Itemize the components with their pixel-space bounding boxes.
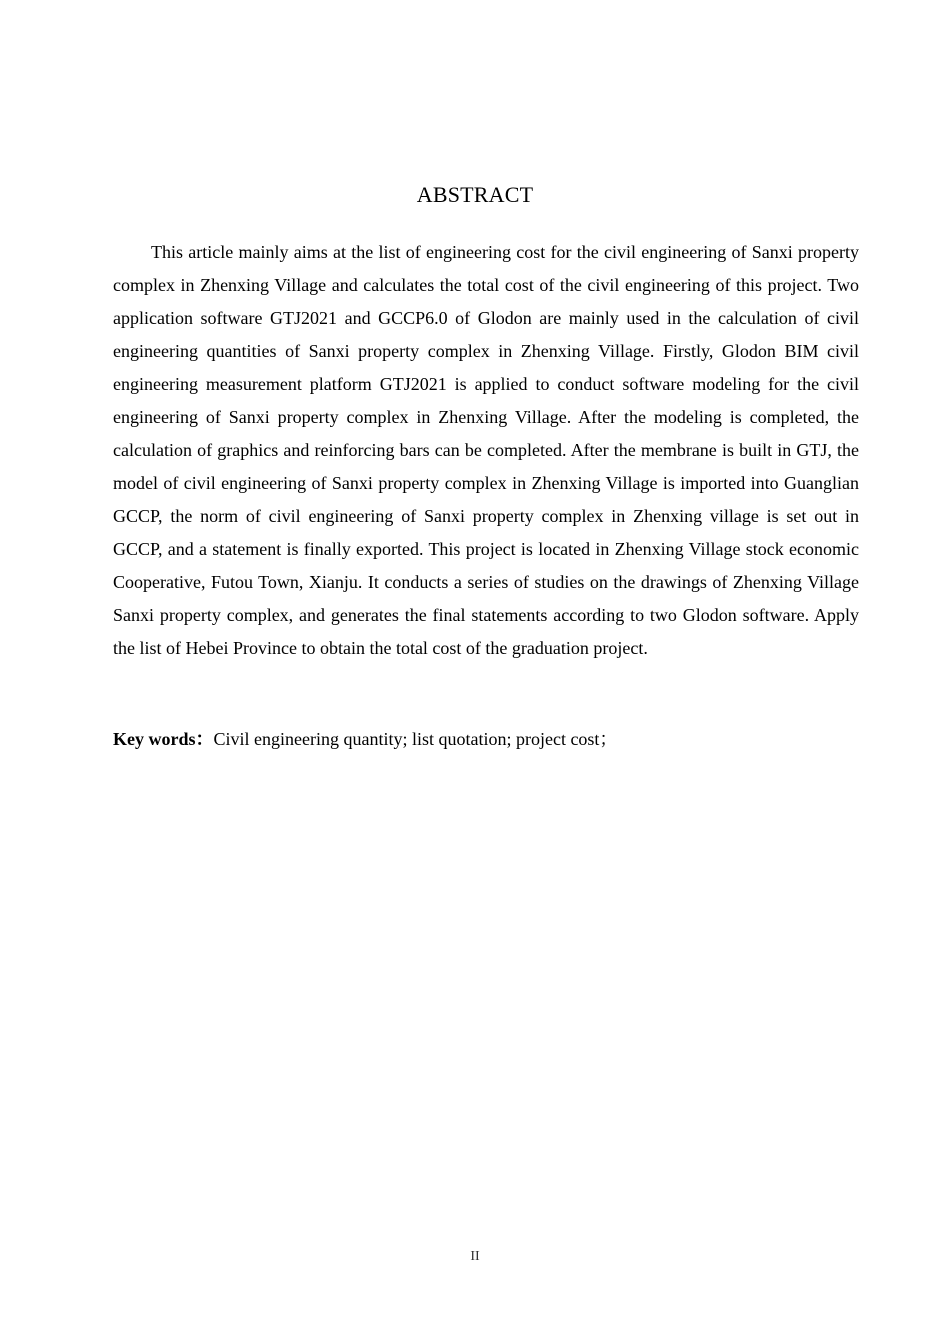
keywords-label: Key words： — [113, 729, 214, 749]
abstract-title: ABSTRACT — [416, 182, 534, 207]
keywords-text: Civil engineering quantity; list quotation; project cost； — [213, 729, 618, 749]
abstract-body-paragraph: This article mainly aims at the list of engineering cost for the civil engineering of Sanxi property complex in Zhenxing Village and calculates the total cost of the civil engineering of this project. Two application software GTJ2021 and GCCP6.0 of Glodon are mainly used in the calculation of civil engineering quantities of Sanxi property complex in Zhenxing Village. Firstly, Glodon BIM civil engineering measurement platform GTJ2021 is applied to conduct software modeling for the civil engineering of Sanxi property complex in Zhenxing Village. After the modeling is completed, the calculation of graphics and reinforcing bars can be completed. After the membrane is built in GTJ, the model of civil engineering of Sanxi property complex in Zhenxing Village is imported into Guanglian GCCP, the norm of civil engineering of Sanxi property complex in Zhenxing village is set out in GCCP, and a statement is finally exported. This project is located in Zhenxing Village stock economic Cooperative, Futou Town, Xianju. It conducts a series of studies on the drawings of Zhenxing Village Sanxi property complex, and generates the final statements according to two Glodon software. Apply the list of Hebei Province to obtain the total cost of the graduation project. — [113, 242, 859, 658]
page-number: II — [470, 1249, 480, 1264]
keywords-line — [113, 723, 859, 756]
